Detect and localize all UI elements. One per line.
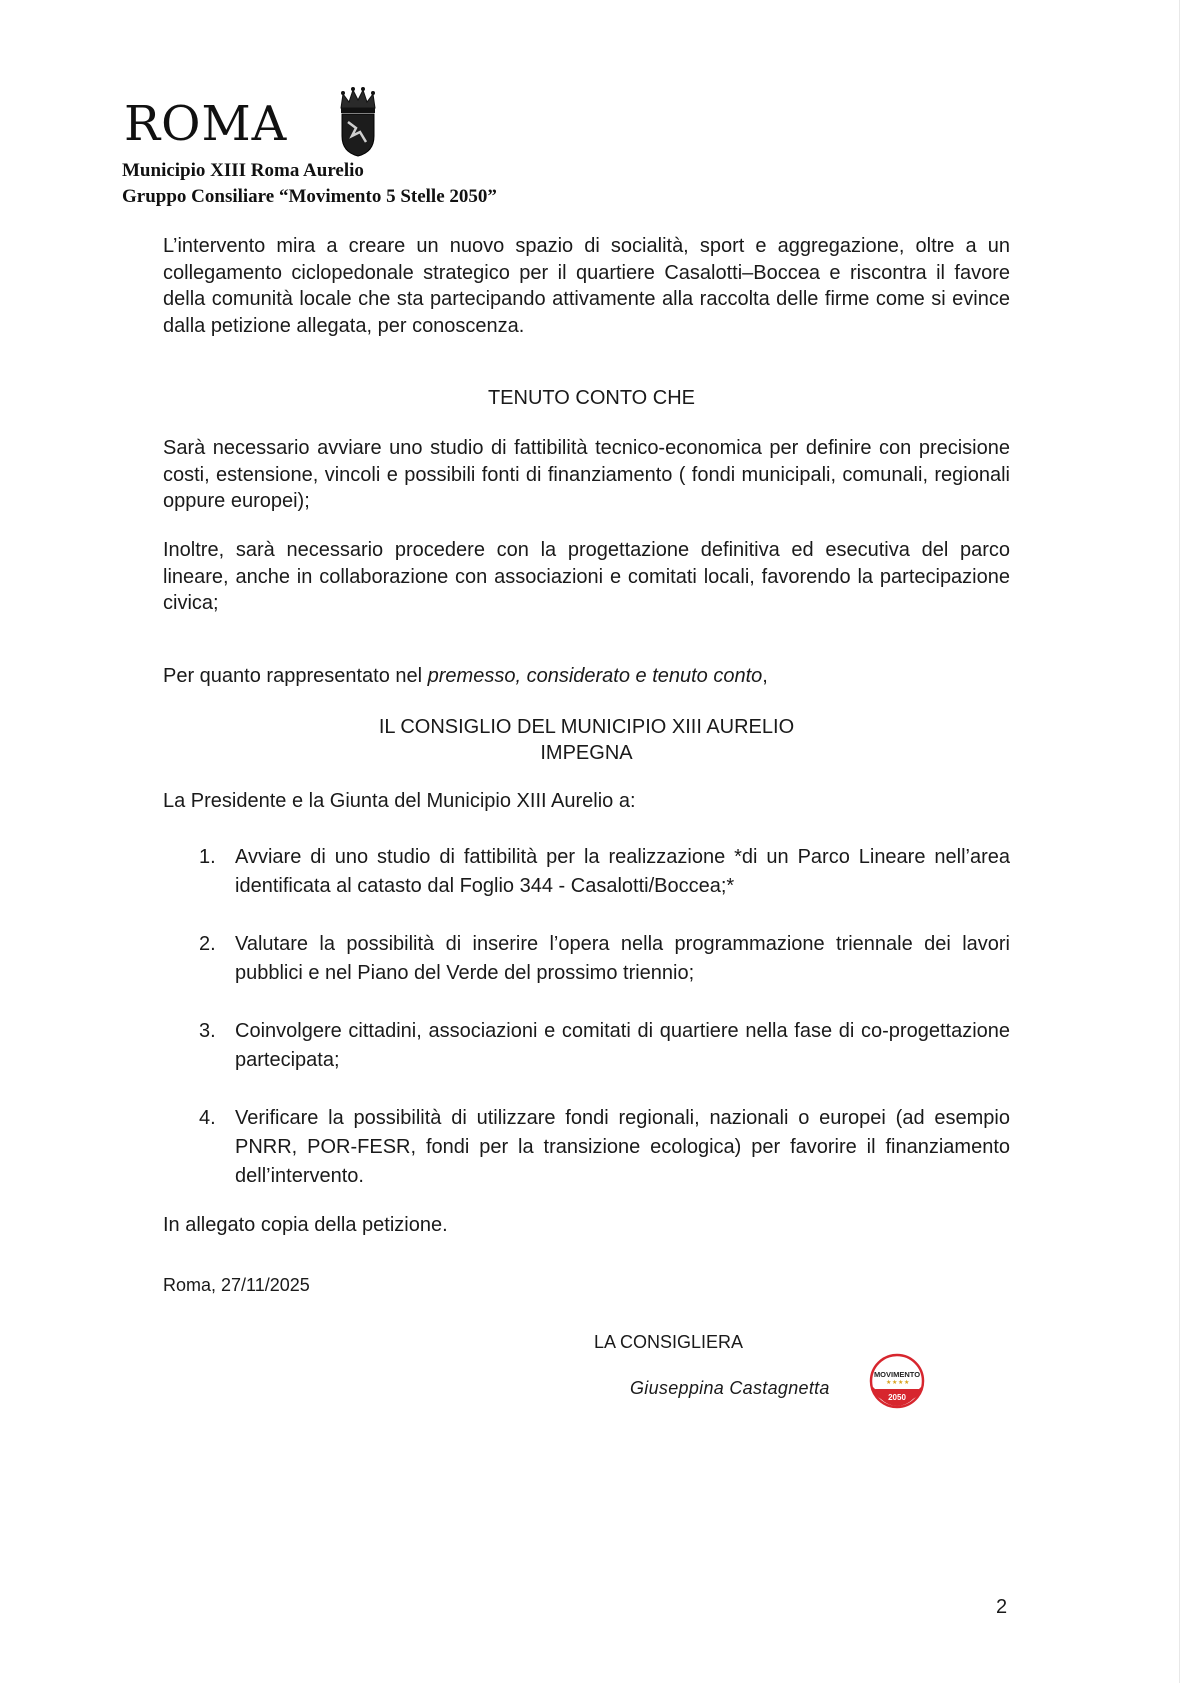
p4-suffix: , [762, 665, 768, 687]
list-number: 4. [199, 1107, 216, 1129]
document-date: Roma, 27/11/2025 [163, 1275, 310, 1295]
heading-impegna: IMPEGNA [540, 742, 633, 764]
m5s-logo-text-top: MOVIMENTO [873, 1370, 921, 1379]
m5s-logo-icon [869, 1353, 925, 1409]
list-text: Coinvolgere cittadini, associazioni e comitati di quartiere nella fase di co-progettazione partecipata; [235, 1020, 1010, 1071]
list-number: 3. [199, 1020, 216, 1042]
heading-consiglio: IL CONSIGLIO DEL MUNICIPIO XIII AURELIO [378, 716, 795, 738]
roma-logotype: ROMA [124, 96, 288, 152]
list-number: 1. [199, 846, 216, 868]
paragraph-presidente-giunta: La Presidente e la Giunta del Municipio XIII Aurelio a: [163, 790, 636, 812]
paragraph-intervento: L’intervento mira a creare un nuovo spazio di socialità, sport e aggregazione, oltre a un collegamento ciclopedonale strategico per il quartiere Casalotti–Boccea e riscontra il favore della comunità locale che sta partecipando attivamente alla raccolta delle firme come si evince dalla petizione allegata, per conoscenza. [163, 235, 1010, 337]
p4-italic: premesso, considerato e tenuto conto [427, 665, 763, 687]
gruppo-consiliare: Gruppo Consiliare “Movimento 5 Stelle 2050” [122, 186, 497, 207]
attachment-note: In allegato copia della petizione. [163, 1214, 448, 1236]
svg-text:★: ★ [886, 1379, 892, 1386]
page-number: 2 [996, 1596, 1008, 1618]
paragraph-per-quanto [163, 663, 1010, 690]
signature-name: Giuseppina Castagnetta [630, 1378, 830, 1398]
municipio-name: Municipio XIII Roma Aurelio [122, 160, 364, 181]
list-text: Avviare di uno studio di fattibilità per la realizzazione *di un Parco Lineare nell’area identificata al catasto dal Foglio 344 - Casalotti/Boccea;* [235, 846, 1010, 897]
list-number: 2. [199, 933, 216, 955]
paragraph-progettazione: Inoltre, sarà necessario procedere con la progettazione definitiva ed esecutiva del parco lineare, anche in collaborazione con associazioni e comitati locali, favorendo la partecipazione civica; [163, 539, 1010, 614]
svg-text:★: ★ [892, 1379, 898, 1386]
heading-tenuto-conto: TENUTO CONTO CHE [487, 387, 696, 409]
list-text: Valutare la possibilità di inserire l’opera nella programmazione triennale dei lavori pubblici e nel Piano del Verde del prossimo triennio; [235, 933, 1010, 984]
signature-title: LA CONSIGLIERA [594, 1332, 744, 1352]
svg-text:★: ★ [898, 1379, 904, 1386]
list-text: Verificare la possibilità di utilizzare fondi regionali, nazionali o europei (ad esempio PNRR, POR-FESR, fondi per la transizione ecologica) per favorire il finanziamento dell’intervento. [235, 1107, 1010, 1187]
scan-edge-line [1179, 0, 1180, 1683]
m5s-logo-text-bottom: 2050 [888, 1393, 906, 1402]
roma-crest-icon [335, 86, 381, 158]
p4-prefix: Per quanto rappresentato nel [163, 665, 428, 687]
paragraph-studio-fattibilita: Sarà necessario avviare uno studio di fattibilità tecnico-economica per definire con precisione costi, estensione, vincoli e possibili fonti di finanziamento ( fondi municipali, comunali, regionali oppure europei); [163, 437, 1010, 512]
svg-text:★: ★ [904, 1379, 910, 1386]
